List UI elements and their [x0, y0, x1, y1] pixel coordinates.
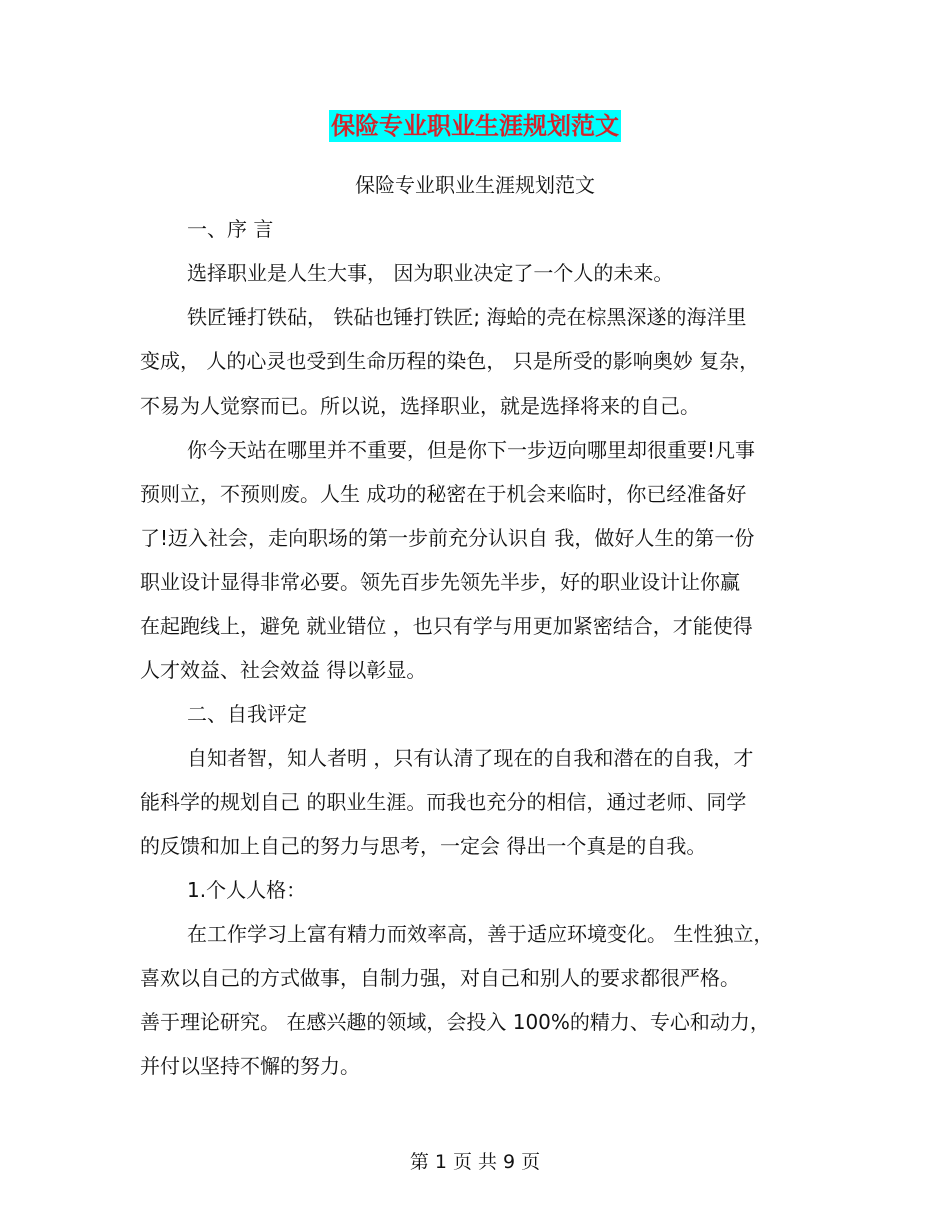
paragraph-line: 能科学的规划自己 的职业生涯。而我也充分的相信，通过老师、同学: [140, 790, 747, 814]
paragraph-line: 人才效益、社会效益 得以彰显。: [140, 658, 427, 682]
paragraph-line: 在起跑线上，避免 就业错位 ，也只有学与用更加紧密结合，才能使得: [140, 614, 753, 638]
document-subtitle: 保险专业职业生涯规划范文: [355, 173, 595, 197]
paragraph-line: 职业设计显得非常必要。领先百步先领先半步，好的职业设计让你赢: [140, 570, 740, 594]
paragraph-line: 了!迈入社会，走向职场的第一步前充分认识自 我，做好人生的第一份: [140, 526, 755, 550]
paragraph-line: 变成， 人的心灵也受到生命历程的染色， 只是所受的影响奥妙 复杂，: [140, 349, 760, 373]
document-title-wrap: [0, 110, 950, 142]
paragraph-line: 喜欢以自己的方式做事，自制力强，对自己和别人的要求都很严格。: [140, 966, 740, 990]
paragraph-line: 并付以坚持不懈的努力。: [140, 1054, 360, 1078]
page-footer: 第 1 页 共 9 页: [409, 1151, 541, 1173]
section-heading-self-assessment: 二、自我评定: [187, 702, 307, 726]
subsection-heading-personality: 1.个人人格：: [187, 878, 307, 902]
document-title: 保险专业职业生涯规划范文: [331, 112, 619, 140]
section-heading-preface: 一、序 言: [187, 217, 274, 241]
paragraph-line: 预则立，不预则废。人生 成功的秘密在于机会来临时，你已经准备好: [140, 482, 747, 506]
paragraph-line: 选择职业是人生大事， 因为职业决定了一个人的未来。: [187, 261, 674, 285]
paragraph-line: 自知者智，知人者明 ，只有认清了现在的自我和潜在的自我，才: [187, 746, 754, 770]
paragraph-line: 善于理论研究。 在感兴趣的领域，会投入 100%的精力、专心和动力，: [140, 1010, 770, 1034]
paragraph-line: 铁匠锤打铁砧， 铁砧也锤打铁匠; 海蛤的壳在棕黑深遂的海洋里: [187, 305, 747, 329]
paragraph-line: 不易为人觉察而已。所以说，选择职业，就是选择将来的自己。: [140, 394, 700, 418]
paragraph-line: 在工作学习上富有精力而效率高，善于适应环境变化。 生性独立，: [187, 922, 774, 946]
paragraph-line: 你今天站在哪里并不重要，但是你下一步迈向哪里却很重要!凡事: [187, 438, 756, 462]
paragraph-line: 的反馈和加上自己的努力与思考，一定会 得出一个真是的自我。: [140, 834, 707, 858]
